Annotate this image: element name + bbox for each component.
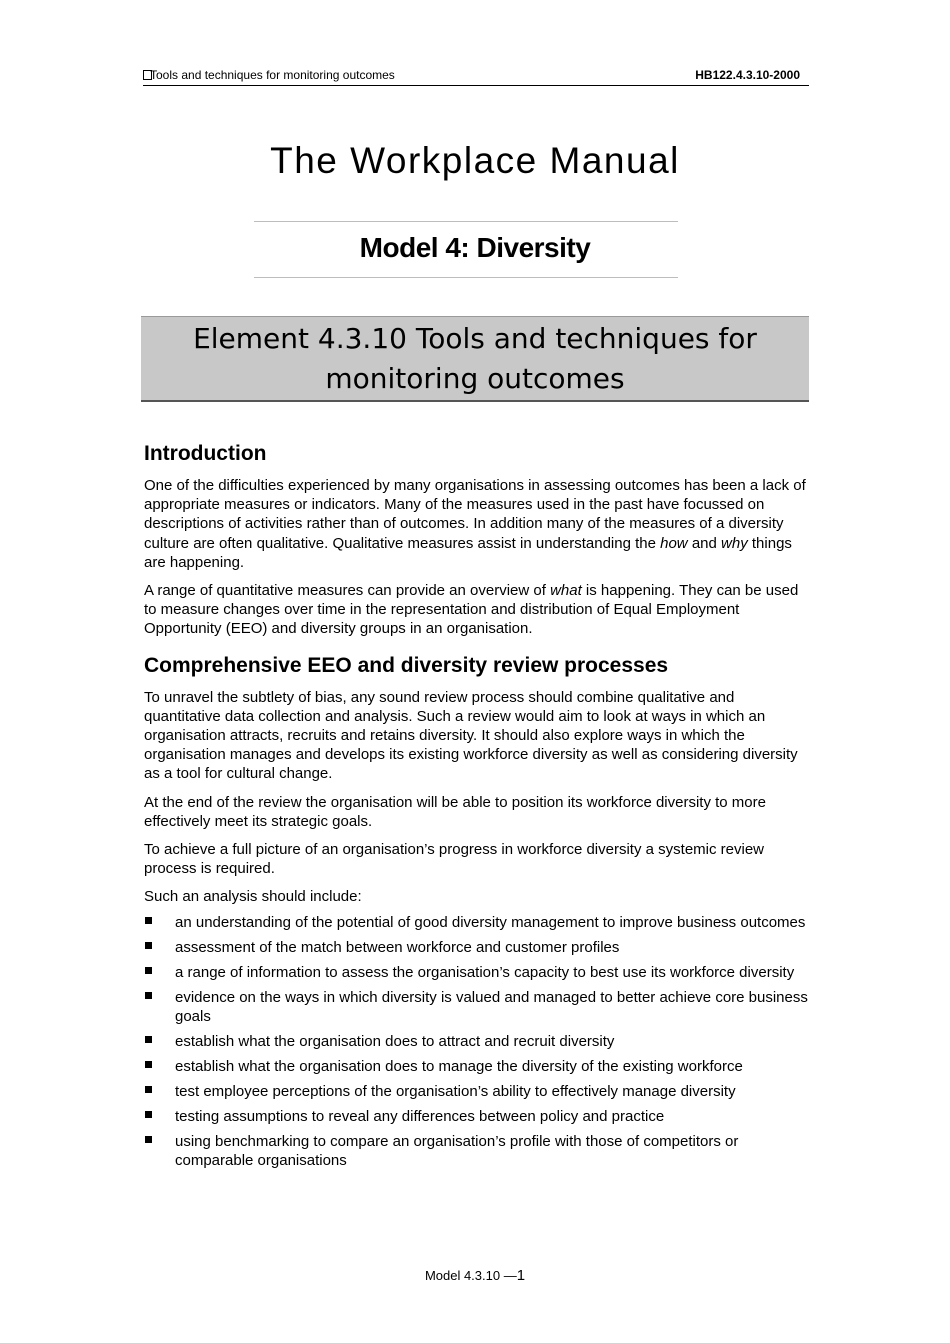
bullet-square-icon xyxy=(145,917,152,924)
bullet-square-icon xyxy=(145,1036,152,1043)
page-number: 1 xyxy=(516,1267,526,1284)
introduction-paragraph-1: One of the difficulties experienced by many organisations in assessing outcomes has been a lack of appropriate measures or indicators. Many of the measures used in the past have focussed on descriptions of activities rather than of outcomes. In addition many of the measures of a diversity culture are often qualitative. Qualitative measures assist in understanding the how and why things are happening. xyxy=(144,477,806,571)
model-heading: Model 4: Diversity xyxy=(359,232,591,263)
review-paragraph-2: At the end of the review the organisation will be able to position its workforce diversity to more effectively meet its strategic goals. xyxy=(144,793,766,830)
list-item: test employee perceptions of the organisation’s ability to effectively manage diversity xyxy=(144,1082,810,1101)
list-item: testing assumptions to reveal any differences between policy and practice xyxy=(144,1107,810,1126)
element-heading-line2: monitoring outcomes xyxy=(325,361,625,395)
header-left xyxy=(143,68,395,82)
list-item: establish what the organisation does to manage the diversity of the existing workforce xyxy=(144,1057,810,1076)
document-title: The Workplace Manual xyxy=(270,140,680,181)
review-paragraph-3: To achieve a full picture of an organisation’s progress in workforce diversity a systemic review process is required. xyxy=(144,841,764,878)
page-body xyxy=(144,440,810,1176)
element-heading-banner xyxy=(141,316,809,402)
bullet-square-icon xyxy=(145,967,152,974)
bullet-square-icon xyxy=(145,1061,152,1068)
list-item: assessment of the match between workforce and customer profiles xyxy=(144,938,810,957)
emphasis-what: what xyxy=(550,582,582,600)
emphasis-how: how xyxy=(660,534,688,552)
page-footer xyxy=(0,1267,950,1284)
divider-bottom xyxy=(254,277,678,278)
list-item: using benchmarking to compare an organisation’s profile with those of competitors or comparable organisations xyxy=(144,1132,810,1170)
bullet-square-icon xyxy=(145,1086,152,1093)
header-doc-code: HB122.4.3.10-2000 xyxy=(695,68,800,82)
review-paragraph-4: Such an analysis should include: xyxy=(144,888,362,906)
header-section-title: Tools and techniques for monitoring outcomes xyxy=(150,68,395,82)
introduction-heading: Introduction xyxy=(144,442,267,465)
divider-top xyxy=(254,221,678,222)
element-heading xyxy=(193,319,757,399)
list-item: evidence on the ways in which diversity is valued and managed to better achieve core business goals xyxy=(144,988,810,1026)
bullet-square-icon xyxy=(145,1136,152,1143)
page-header xyxy=(143,66,809,86)
footer-label: Model 4.3.10 — xyxy=(424,1268,517,1283)
analysis-list xyxy=(144,913,810,1171)
review-heading: Comprehensive EEO and diversity review processes xyxy=(144,653,669,677)
list-item: a range of information to assess the organisation’s capacity to best use its workforce diversity xyxy=(144,963,810,982)
element-heading-line1: Element 4.3.10 Tools and techniques for xyxy=(193,321,757,355)
list-item: establish what the organisation does to attract and recruit diversity xyxy=(144,1032,810,1051)
bullet-square-icon xyxy=(145,942,152,949)
list-item: an understanding of the potential of good diversity management to improve business outcomes xyxy=(144,913,810,932)
review-paragraph-1: To unravel the subtlety of bias, any sound review process should combine qualitative and quantitative data collection and analysis. Such a review would aim to look at ways in which an organisation attracts, recruits and retains diversity. It should also explore ways in which the organisation manages and develops its existing workforce diversity as well as considering diversity as a tool for cultural change. xyxy=(144,688,798,783)
bullet-square-icon xyxy=(145,992,152,999)
bullet-square-icon xyxy=(145,1111,152,1118)
introduction-paragraph-2: A range of quantitative measures can provide an overview of what is happening. They can be used to measure changes over time in the representation and distribution of Equal Employment Opportunity (EEO) and diversity groups in an organisation. xyxy=(144,582,799,638)
emphasis-why: why xyxy=(721,534,748,552)
